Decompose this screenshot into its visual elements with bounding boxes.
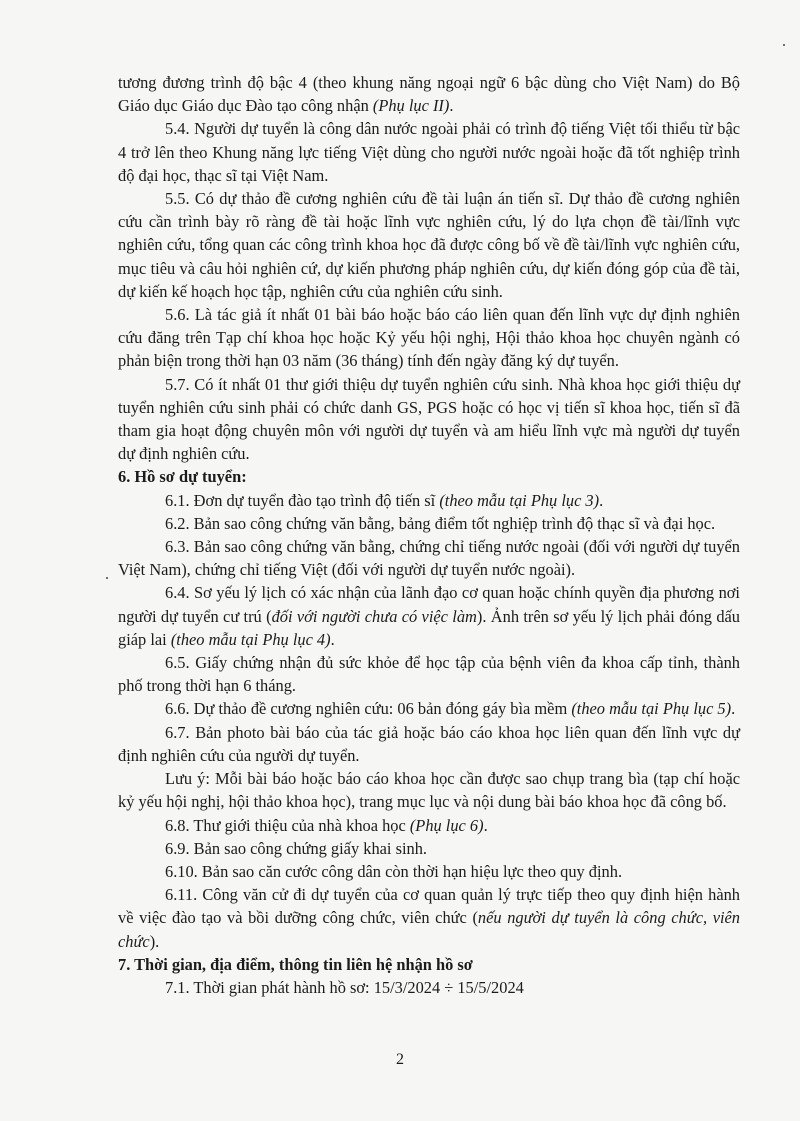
scan-speck	[106, 577, 108, 579]
paragraph	[118, 976, 740, 999]
paragraph	[118, 721, 740, 767]
italic-text: đối với người chưa có việc làm	[271, 606, 477, 626]
text-run: 5.6. Là tác giả ít nhất 01 bài báo hoặc báo cáo liên quan đến lĩnh vực dự định nghiên cứu đăng trên Tạp chí khoa học hoặc Kỷ yếu hội nghị, Hội thảo khoa học chuyên ngành có phản biện trong thời hạn 03 năm (36 tháng) tính đến ngày đăng ký dự tuyển.	[118, 305, 740, 371]
paragraph	[118, 581, 740, 651]
text-run: 6.11. Công văn cử đi dự tuyển của cơ quan quản lý trực tiếp theo quy định hiện hành về việc đào tạo và bồi dưỡng công chức, viên chức (	[118, 885, 740, 928]
paragraph	[118, 303, 740, 373]
italic-text: nếu người dự tuyển là công chức, viên chức	[118, 908, 740, 951]
paragraph	[118, 814, 740, 837]
paragraph	[118, 697, 740, 720]
page-number: 2	[396, 1051, 404, 1068]
text-run: .	[599, 490, 604, 510]
text-run: 7. Thời gian, địa điểm, thông tin liên hệ nhận hồ sơ	[118, 954, 473, 974]
paragraph	[118, 860, 740, 883]
text-run: 5.5. Có dự thảo đề cương nghiên cứu đề tài luận án tiến sĩ. Dự thảo đề cương nghiên cứu cần trình bày rõ ràng đề tài hoặc lĩnh vực nghiên cứu, lý do lựa chọn đề tài/lĩnh vực nghiên cứu, tổng quan các công trình khoa học đã được công bố về đề tài/lĩnh vực nghiên cứu, mục tiêu và câu hỏi nghiên cứ, dự kiến phương pháp nghiên cứu, dự kiến đóng góp của đề tài, dự kiến kế hoạch học tập, nghiên cứu của nghiên cứu sinh.	[118, 189, 740, 301]
paragraph	[118, 512, 740, 535]
text-run: 6.7. Bản photo bài báo của tác giả hoặc báo cáo khoa học liên quan đến lĩnh vực dự định nghiên cứu của người dự tuyển.	[118, 722, 740, 765]
text-run: 7.1. Thời gian phát hành hồ sơ: 15/3/2024 ÷ 15/5/2024	[165, 977, 524, 997]
paragraph	[118, 535, 740, 581]
text-run: .	[731, 699, 736, 719]
italic-text: (theo mẫu tại Phụ lục 4)	[170, 629, 331, 649]
text-run: Lưu ý: Mỗi bài báo hoặc báo cáo khoa học cần được sao chụp trang bìa (tạp chí hoặc kỷ yếu hội nghị, hội thảo khoa học), trang mục lục và nội dung bài báo khoa học đã công bố.	[118, 769, 740, 812]
italic-text: (theo mẫu tại Phụ lục 3)	[439, 490, 600, 510]
text-run: .	[330, 629, 335, 649]
italic-text: (Phụ lục II)	[372, 96, 450, 116]
scan-speck	[783, 44, 785, 46]
text-run: 6. Hồ sơ dự tuyển:	[118, 467, 247, 487]
text-run: 6.8. Thư giới thiệu của nhà khoa học	[165, 815, 410, 835]
text-run: 6.6. Dự thảo đề cương nghiên cứu: 06 bản đóng gáy bìa mềm	[165, 699, 572, 719]
paragraph	[118, 651, 740, 697]
italic-text: (Phụ lục 6)	[409, 815, 484, 835]
paragraph	[118, 883, 740, 953]
text-run: .	[449, 96, 454, 116]
document-body	[118, 71, 740, 999]
text-run: 6.5. Giấy chứng nhận đủ sức khỏe để học tập của bệnh viên đa khoa cấp tỉnh, thành phố trong thời hạn 6 tháng.	[118, 653, 740, 696]
text-run: 6.9. Bản sao công chứng giấy khai sinh.	[165, 838, 427, 858]
text-run: ). Ảnh trên sơ yếu lý lịch phải đóng dấu giáp lai	[118, 606, 740, 649]
paragraph	[118, 373, 740, 466]
text-run: 5.4. Người dự tuyển là công dân nước ngoài phải có trình độ tiếng Việt tối thiểu từ bậc 4 trở lên theo Khung năng lực tiếng Việt dùng cho người nước ngoài hoặc đã tốt nghiệp trình độ đại học, thạc sĩ tại Việt Nam.	[118, 119, 740, 185]
text-run: ).	[149, 931, 160, 951]
text-run: tương đương trình độ bậc 4 (theo khung năng ngoại ngữ 6 bậc dùng cho Việt Nam) do Bộ Giáo dục Giáo dục Đào tạo công nhận	[118, 73, 740, 116]
italic-text: (theo mẫu tại Phụ lục 5)	[571, 699, 732, 719]
paragraph	[118, 117, 740, 187]
text-run: 6.4. Sơ yếu lý lịch có xác nhận của lãnh đạo cơ quan hoặc chính quyền địa phương nơi người dự tuyển cư trú (	[118, 583, 740, 626]
text-run: 6.2. Bản sao công chứng văn bằng, bảng điểm tốt nghiệp trình độ thạc sĩ và đại học.	[165, 513, 716, 533]
text-run: 6.1. Đơn dự tuyển đào tạo trình độ tiến sĩ	[165, 490, 440, 510]
paragraph	[118, 837, 740, 860]
text-run: .	[483, 815, 488, 835]
paragraph	[118, 187, 740, 303]
text-run: 6.3. Bản sao công chứng văn bằng, chứng chỉ tiếng nước ngoài (đối với người dự tuyển Việt Nam), chứng chỉ tiếng Việt (đối với người dự tuyển nước ngoài).	[118, 537, 740, 580]
section-heading	[118, 465, 740, 488]
text-run: 6.10. Bản sao căn cước công dân còn thời hạn hiệu lực theo quy định.	[165, 861, 623, 881]
text-run: 5.7. Có ít nhất 01 thư giới thiệu dự tuyển nghiên cứu sinh. Nhà khoa học giới thiệu dự tuyển nghiên cứu sinh phải có chức danh GS, PGS hoặc có học vị tiến sĩ khoa học, tiến sĩ đã tham gia hoạt động chuyên môn với người dự tuyển và am hiểu lĩnh vực mà người dự tuyển dự định nghiên cứu.	[118, 374, 740, 464]
section-heading	[118, 953, 740, 976]
paragraph	[118, 767, 740, 813]
paragraph	[118, 71, 740, 117]
paragraph	[118, 489, 740, 512]
